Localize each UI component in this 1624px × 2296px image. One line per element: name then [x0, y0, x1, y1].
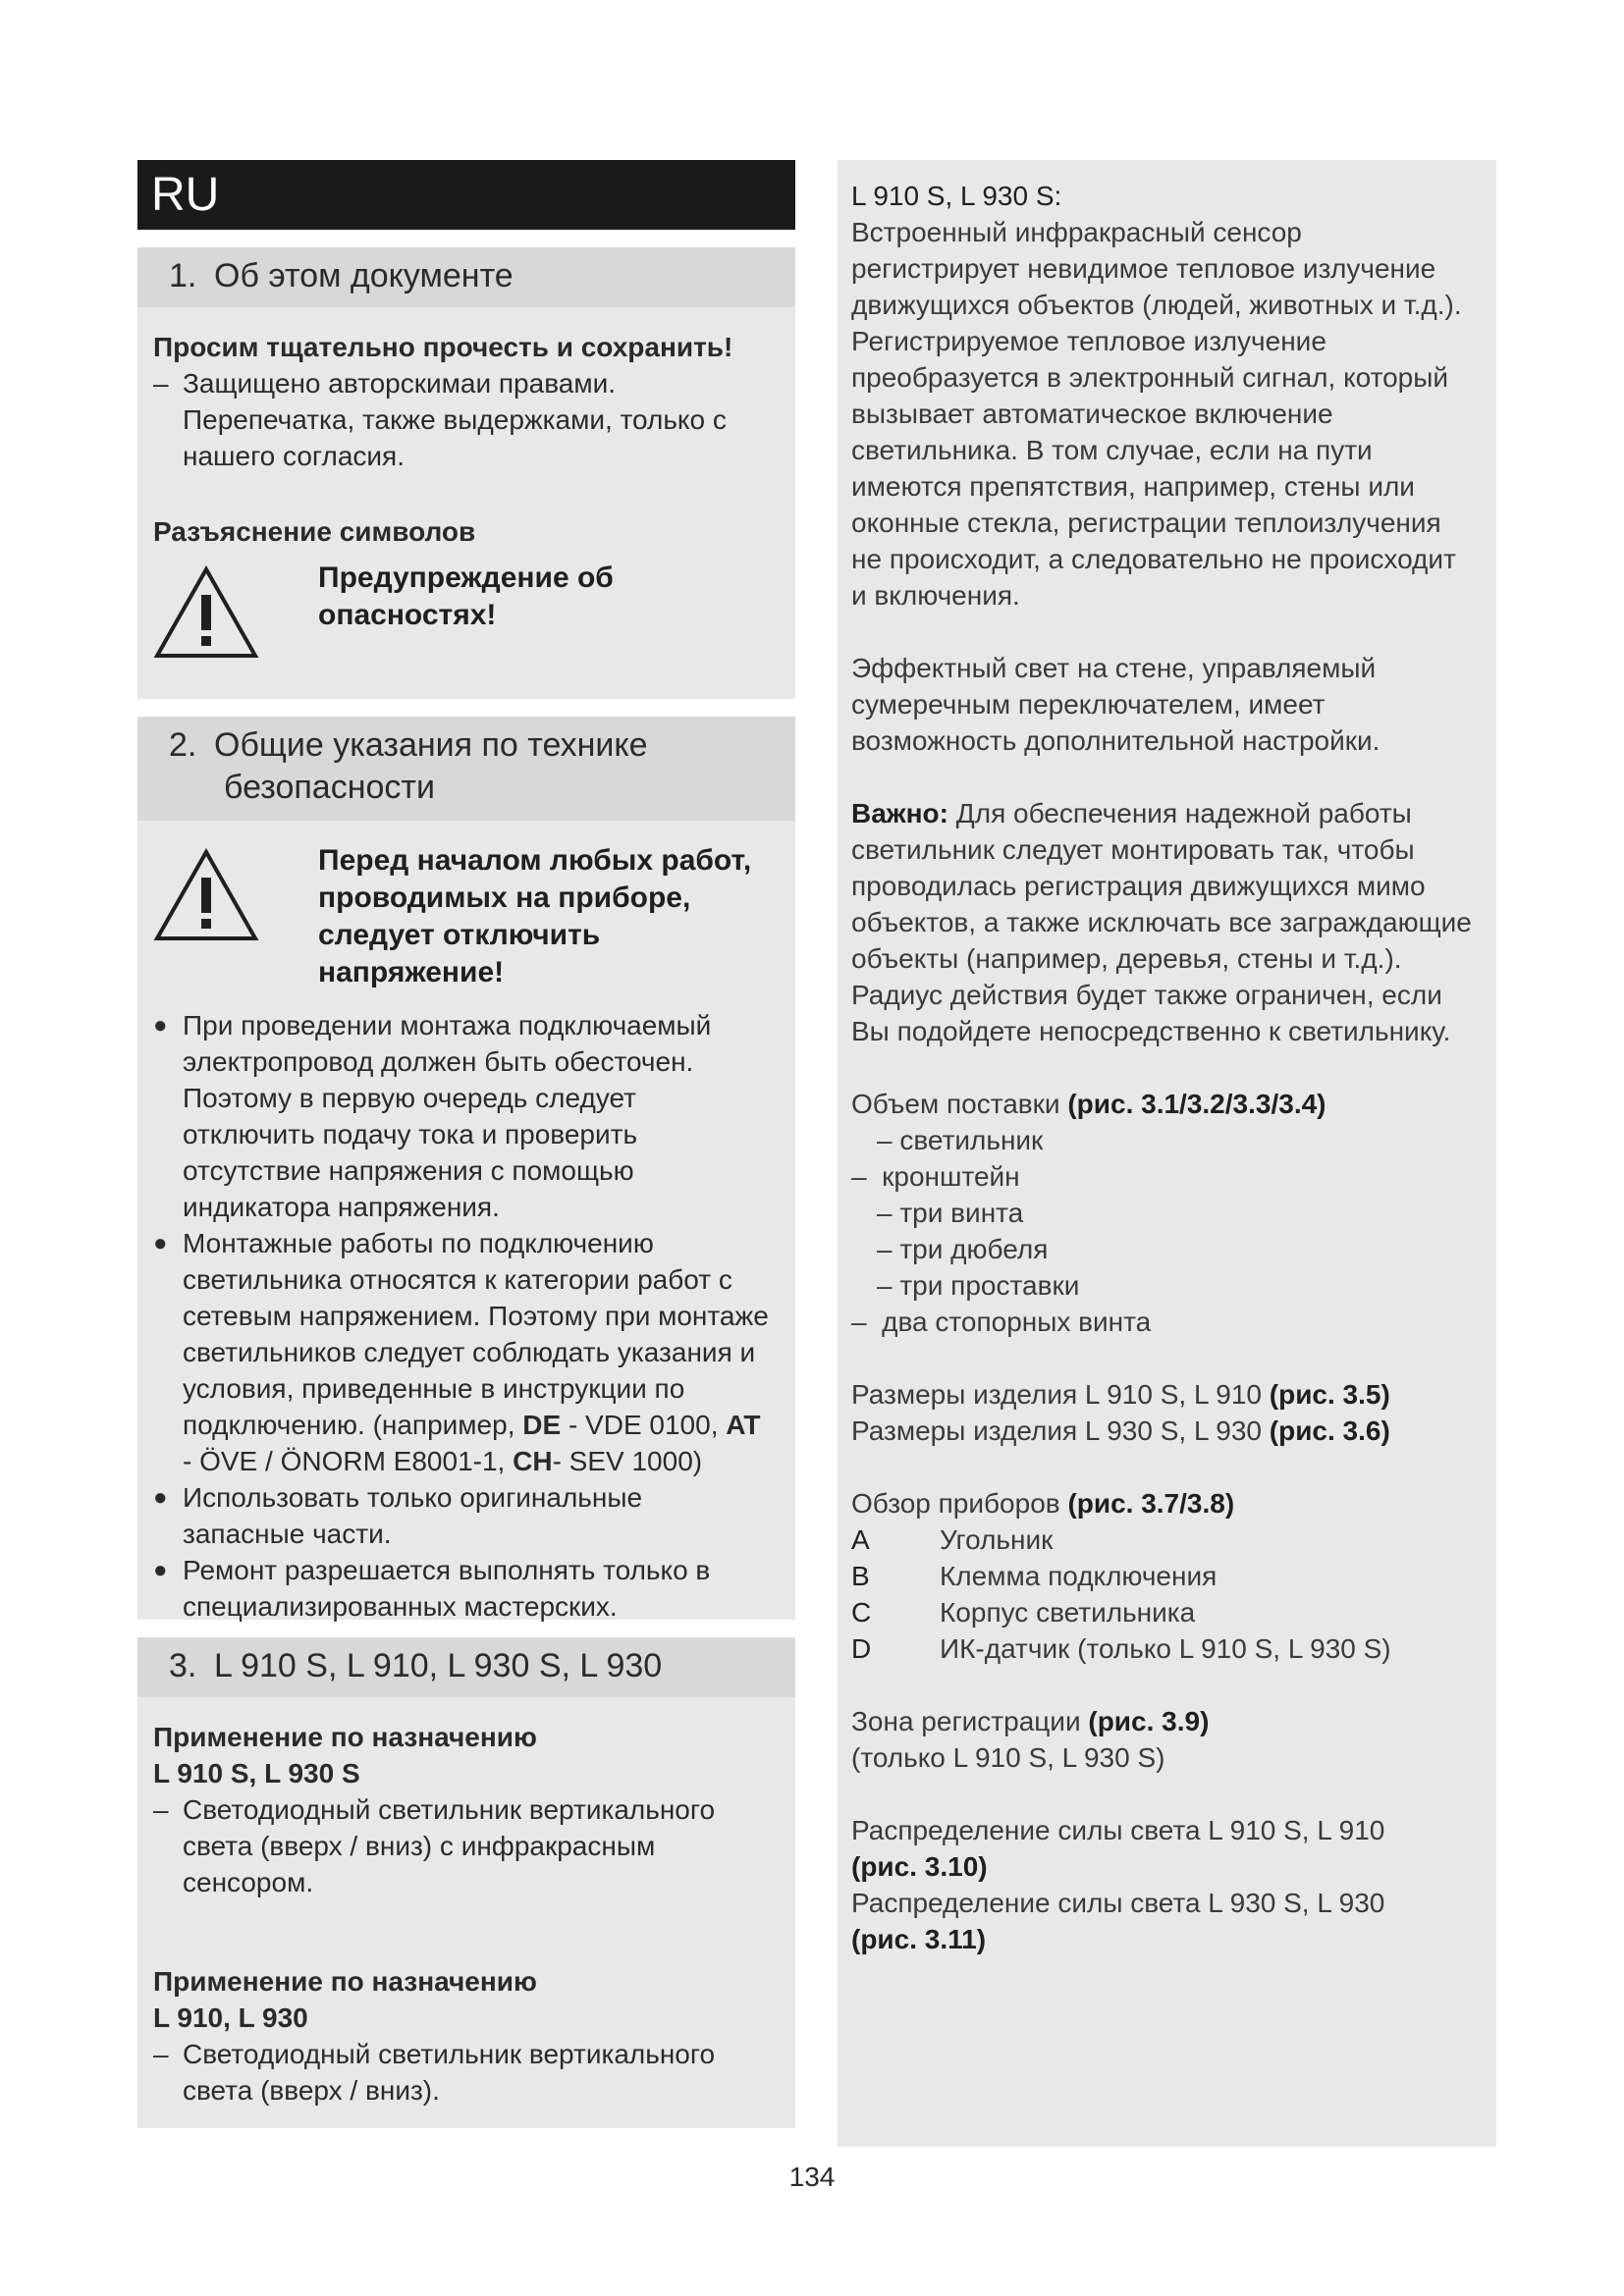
section-number: 1.	[169, 257, 197, 294]
list-item	[153, 1479, 770, 1552]
overview-item	[851, 1594, 1473, 1630]
text-run: Монтажные работы по подключению светильника относятся к категории работ с сетевым напряжением. Поэтому при монтаже светильников следует соблюдать указания и условия, приведенные в инструкции по подключению. (например,	[183, 1228, 769, 1440]
section-number: 2.	[169, 726, 197, 764]
distribution-line: Распределение силы света L 930 S, L 930	[851, 1888, 1385, 1918]
distribution-line: Распределение силы света L 910 S, L 910	[851, 1815, 1385, 1845]
dash-marker: –	[153, 2039, 169, 2069]
dash-marker: –	[851, 1307, 883, 1337]
list-item-text: светильник	[899, 1125, 1044, 1155]
subheading: Применение по назначению	[153, 1966, 537, 1997]
item-text: Угольник	[940, 1524, 1054, 1555]
item-letter: C	[851, 1597, 872, 1628]
figure-reference: (рис. 3.10)	[851, 1851, 988, 1882]
list-item-text: Защищено авторскимаи правами. Перепечатка, также выдержками, только с нашего согласия.	[183, 368, 727, 471]
warning-triangle-icon	[153, 560, 318, 668]
dash-marker: –	[877, 1125, 900, 1155]
section-title-line-1: Общие указания по технике	[214, 726, 648, 764]
text-run: - SEV 1000)	[552, 1446, 703, 1476]
section-3	[137, 1637, 795, 2128]
subheading: Просим тщательно прочесть и сохранить!	[153, 332, 733, 362]
bullet-marker: ●	[153, 1484, 168, 1511]
zone-heading	[851, 1703, 1473, 1739]
text-run: Размеры изделия L 910 S, L 910	[851, 1379, 1270, 1410]
figure-reference: (рис. 3.9)	[1088, 1706, 1210, 1736]
section-title-line-2: безопасности	[224, 769, 435, 806]
figure-reference: (рис. 3.6)	[1269, 1415, 1390, 1446]
country-code: DE	[522, 1410, 562, 1440]
section-3-body	[137, 1697, 795, 2109]
list-item-text: кронштейн	[882, 1161, 1020, 1192]
subheading: Разъяснение символов	[153, 516, 476, 547]
list-item-text: три проставки	[899, 1270, 1080, 1301]
list-item-text	[183, 1225, 770, 1479]
list-item-text: три дюбеля	[899, 1234, 1049, 1264]
list-item	[153, 1791, 770, 1900]
important-label: Важно:	[851, 798, 948, 828]
list-item	[153, 365, 770, 474]
text-run: Зона регистрации	[851, 1706, 1089, 1736]
paragraph	[851, 795, 1473, 1049]
list-item	[851, 1195, 1473, 1231]
list-item-text: Ремонт разрешается выполнять только в специализированных мастерских.	[183, 1555, 711, 1622]
item-letter: B	[851, 1561, 870, 1591]
figure-reference: (рис. 3.1/3.2/3.3/3.4)	[1067, 1089, 1326, 1119]
subheading: L 910 S, L 930 S	[153, 1758, 360, 1789]
warning-text: Перед началом любых работ, проводимых на приборе, следует отключить напряжение!	[318, 844, 752, 988]
right-column	[838, 160, 1496, 2147]
list-item	[153, 2036, 770, 2109]
dash-marker: –	[877, 1270, 900, 1301]
section-1-heading	[137, 247, 795, 307]
item-text: ИК-датчик (только L 910 S, L 930 S)	[940, 1633, 1391, 1664]
subheading: L 910 S, L 930 S:	[851, 181, 1062, 211]
list-item-text: Светодиодный светильник вертикального света (вверх / вниз) с инфракрасным сенсором.	[183, 1794, 716, 1897]
text-run: Для обеспечения надежной работы светильник следует монтировать так, чтобы проводилась регистрация движущихся мимо объектов, а также исключать все заграждающие объекты (например, деревья, стены и т.д.). Радиус действия будет также ограничен, если Вы подойдете непосредственно к светильнику.	[851, 798, 1472, 1046]
list-item	[851, 1231, 1473, 1267]
list-item	[153, 1552, 770, 1625]
dimensions-line	[851, 1413, 1473, 1449]
figure-reference: (рис. 3.7/3.8)	[1067, 1488, 1235, 1519]
page-number: 134	[788, 2162, 836, 2192]
section-1-body	[137, 307, 795, 668]
section-title: Об этом документе	[214, 257, 514, 294]
section-2-heading	[137, 717, 795, 821]
section-number: 3.	[169, 1647, 197, 1684]
paragraph: Эффектный свет на стене, управляемый сумеречным переключателем, имеет возможность дополнительной настройки.	[851, 653, 1380, 756]
list-item	[851, 1304, 1473, 1340]
list-item-text: два стопорных винта	[882, 1307, 1152, 1337]
text-run: Размеры изделия L 930 S, L 930	[851, 1415, 1270, 1446]
dash-marker: –	[153, 1794, 169, 1825]
section-3-heading	[137, 1637, 795, 1697]
overview-heading	[851, 1485, 1473, 1522]
overview-item	[851, 1522, 1473, 1558]
warning-block	[153, 842, 770, 991]
section-1	[137, 247, 795, 699]
subheading: Применение по назначению	[153, 1722, 537, 1752]
text-run: Объем поставки	[851, 1089, 1068, 1119]
list-item	[851, 1158, 1473, 1195]
dash-marker: –	[877, 1198, 900, 1228]
warning-text: Предупреждение об опасностях!	[318, 561, 614, 631]
bullet-marker: ●	[153, 1557, 168, 1583]
text-run: - VDE 0100,	[561, 1410, 727, 1440]
bullet-marker: ●	[153, 1230, 168, 1256]
dash-marker: –	[153, 368, 169, 399]
zone-note: (только L 910 S, L 930 S)	[851, 1742, 1165, 1773]
warning-block	[153, 560, 770, 668]
dash-marker: –	[877, 1234, 900, 1264]
list-item	[851, 1122, 1473, 1158]
paragraph: Встроенный инфракрасный сенсор регистрирует невидимое тепловое излучение движущихся объектов (людей, животных и т.д.). Регистрируемое тепловое излучение преобразуется в электронный сигнал, который вызывает автоматическое включение светильника. В том случае, если на пути имеются препятствия, например, стены или оконные стекла, регистрации теплоизлучения не происходит, а следовательно не происходит и включения.	[851, 217, 1462, 611]
subheading: L 910, L 930	[153, 2002, 308, 2033]
supply-heading	[851, 1086, 1473, 1122]
dimensions-line	[851, 1376, 1473, 1413]
list-item	[851, 1267, 1473, 1304]
list-item	[153, 1007, 770, 1225]
right-column-body	[838, 160, 1496, 1957]
country-code: CH	[513, 1446, 553, 1476]
figure-reference: (рис. 3.11)	[851, 1924, 987, 1954]
item-text: Корпус светильника	[940, 1597, 1196, 1628]
left-column	[137, 160, 795, 2128]
warning-triangle-icon	[153, 842, 318, 951]
list-item-text: три винта	[899, 1198, 1024, 1228]
item-letter: A	[851, 1524, 870, 1555]
country-code: AT	[726, 1410, 761, 1440]
language-header: RU	[137, 160, 795, 230]
dash-marker: –	[851, 1161, 883, 1192]
section-2	[137, 717, 795, 1620]
list-item-text: При проведении монтажа подключаемый электропровод должен быть обесточен. Поэтому в первую очередь следует отключить подачу тока и проверить отсутствие напряжения с помощью индикатора напряжения.	[183, 1010, 712, 1222]
list-item	[153, 1225, 770, 1479]
section-title: L 910 S, L 910, L 930 S, L 930	[214, 1647, 663, 1684]
list-item-text: Использовать только оригинальные запасные части.	[183, 1482, 643, 1549]
text-run: - ÖVE / ÖNORM E8001-1,	[183, 1446, 514, 1476]
figure-reference: (рис. 3.5)	[1269, 1379, 1390, 1410]
item-letter: D	[851, 1633, 872, 1664]
overview-item	[851, 1630, 1473, 1667]
section-2-body	[137, 821, 795, 1625]
overview-item	[851, 1558, 1473, 1594]
item-text: Клемма подключения	[940, 1561, 1218, 1591]
text-run: Обзор приборов	[851, 1488, 1068, 1519]
bullet-marker: ●	[153, 1012, 168, 1039]
list-item-text: Светодиодный светильник вертикального света (вверх / вниз).	[183, 2039, 716, 2106]
